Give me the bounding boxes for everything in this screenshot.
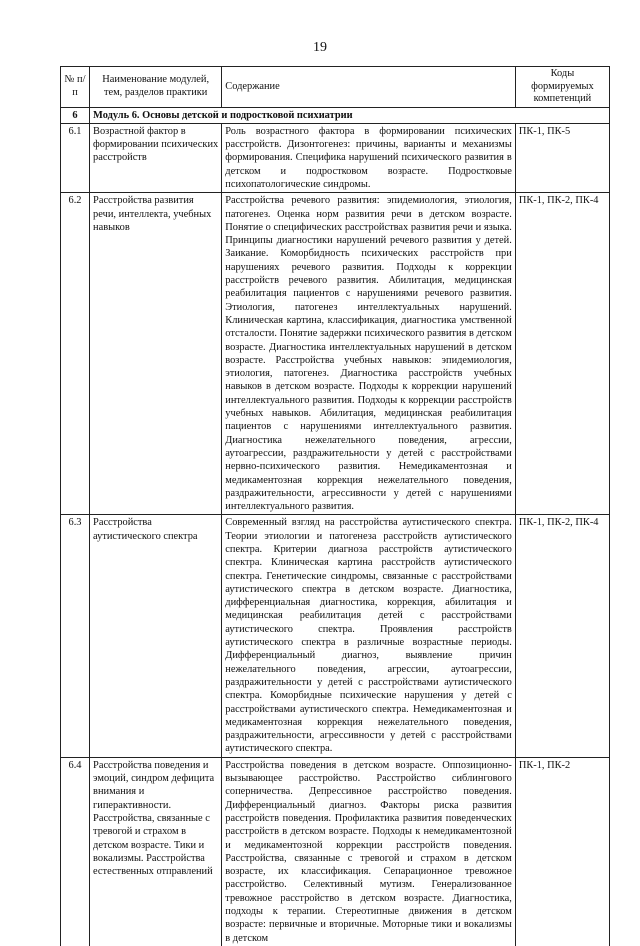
row-codes: ПК-1, ПК-2, ПК-4 [515,515,609,757]
row-name: Расстройства развития речи, интеллекта, учебных навыков [90,193,222,515]
header-num: № п/п [61,67,90,108]
page-number: 19 [313,40,327,55]
row-num: 6.2 [61,193,90,515]
row-content: Современный взгляд на расстройства аутистического спектра. Теории этиологии и патогенеза расстройств аутистического спектра. Критерии диагноза расстройств аутистического спектра. Клиническая картина расстройств аутистического спектра. Генетические синдромы, связанные с расстройствами аутистического спектра в детском возрасте. Диагностика, дифференциальная диагностика, коррекция, абилитация и медицинская реабилитация детей с расстройствами аутистического спектра. Проявления расстройств аутистического спектра в различные возрастные периоды. Дифференциальный диагноз, выявление причин нежелательного поведения, агрессии, аутоагрессии, раздражительности у детей с расстройствами аутистического спектра. Коморбидные психические нарушения у детей с расстройствами аутистического спектра. Немедикаментозная и медикаментозная коррекция нежелательного поведения, раздражительности, агрессивности у детей с расстройствами аутистического спектра. [222,515,516,757]
row-num: 6.3 [61,515,90,757]
row-codes: ПК-1, ПК-2 [515,757,609,946]
row-name: Расстройства поведения и эмоций, синдром дефицита внимания и гиперактивности. Расстройства, связанные с тревогой и страхом в детском возрасте. Тики и вокализмы. Расстройства естественных отправлений [90,757,222,946]
module-num: 6 [61,107,90,123]
table-row [61,757,610,946]
module-row [61,107,610,123]
table-header-row [61,67,610,108]
module-title: Модуль 6. Основы детской и подростковой психиатрии [90,107,610,123]
row-content: Расстройства поведения в детском возрасте. Оппозиционно-вызывающее расстройство. Расстройство сиблингового соперничества. Депрессивное расстройство поведения. Дифференциальный диагноз. Факторы риска развития расстройств поведения. Профилактика развития поведенческих расстройств в детском возрасте. Подходы к немедикаментозной и медикаментозной коррекции расстройств поведения. Расстройства, связанные с тревогой и страхом в детском возрасте, их классификация. Сепарационное тревожное расстройство. Селективный мутизм. Генерализованное тревожное расстройство в детском возрасте. Диагностика, подходы к терапии. Стереотипные движения в детском возрасте: первичные и вторичные. Моторные тики и вокализмы в детском [222,757,516,946]
row-codes: ПК-1, ПК-2, ПК-4 [515,193,609,515]
row-content: Роль возрастного фактора в формировании психических расстройств. Дизонтогенез: причины, варианты и механизмы формирования. Специфика нарушений психического развития в детском и подростковом возрасте. Подростковые психопатологические синдромы. [222,123,516,192]
table-row [61,123,610,192]
table-row [61,193,610,515]
table-row [61,515,610,757]
row-codes: ПК-1, ПК-5 [515,123,609,192]
row-num: 6.4 [61,757,90,946]
row-name: Возрастной фактор в формировании психических расстройств [90,123,222,192]
row-content: Расстройства речевого развития: эпидемиология, этиология, патогенез. Оценка норм развития речи в детском возрасте. Понятие о специфических расстройствах развития речи и языка. Принципы диагностики нарушений речевого развития у детей. Заикание. Коморбидность психических расстройств при нарушениях речевого развития. Подходы к коррекции расстройств речевого развития. Абилитация, медицинская реабилитация пациентов с нарушениями речевого развития. Этиология, патогенез интеллектуальных нарушений. Клиническая картина, классификация, диагностика умственной отсталости. Понятие задержки психического развития в детском возрасте. Диагностика интеллектуальных нарушений в детском возрасте. Расстройства учебных навыков: эпидемиология, этиология, патогенез. Диагностика расстройств учебных навыков в детском возрасте. Подходы к коррекции нарушений интеллектуального развития. Подходы к коррекции расстройств учебных навыков. Абилитация, медицинская реабилитация пациентов с нарушениями интеллектуального развития. Диагностика нежелательного поведения, агрессии, аутоагрессии, раздражительности у детей с расстройствами нервно-психического развития. Немедикаментозная и медикаментозная коррекция нежелательного поведения, раздражительности, агрессивности у детей с нарушениями интеллектуального развития. [222,193,516,515]
header-name: Наименование модулей, тем, разделов практики [90,67,222,108]
row-name: Расстройства аутистического спектра [90,515,222,757]
header-content: Содержание [222,67,516,108]
header-codes: Коды формируемых компетенций [515,67,609,108]
row-num: 6.1 [61,123,90,192]
curriculum-table [60,66,610,946]
